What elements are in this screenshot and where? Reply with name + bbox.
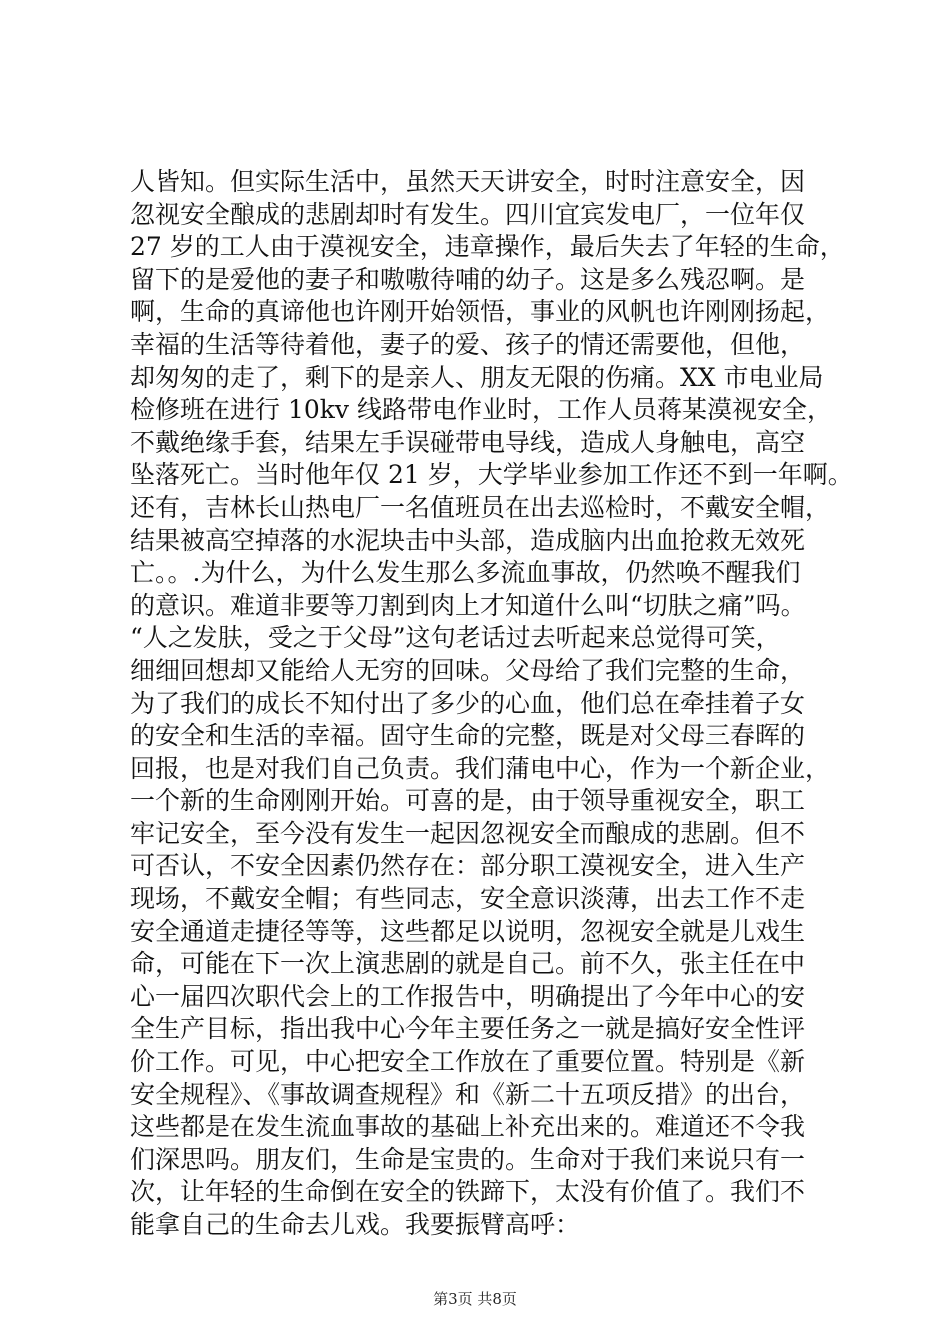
body-text [130,166,853,1242]
text-line: 能拿自己的生命去儿戏。我要振臂高呼： [130,1210,581,1239]
text-line: 们深思吗。朋友们，生命是宝贵的。生命对于我们来说只有一 [130,1144,806,1174]
text-line: 一个新的生命刚刚开始。可喜的是，由于领导重视安全，职工 [130,786,806,816]
text-line: 27 岁的工人由于漠视安全，违章操作，最后失去了年轻的生命， [130,232,845,262]
text-line: 次，让年轻的生命倒在安全的铁蹄下，太没有价值了。我们不 [130,1177,806,1207]
text-line: 全生产目标，指出我中心今年主要任务之一就是搞好安全性评 [130,1014,806,1044]
text-line: 的安全和生活的幸福。固守生命的完整，既是对父母三春晖的 [130,721,806,751]
text-line: 的意识。难道非要等刀割到肉上才知道什么叫“切肤之痛”吗。 [130,590,806,620]
text-line: 亡。。.为什么，为什么发生那么多流血事故，仍然唤不醒我们 [130,558,801,588]
text-line: 回报，也是对我们自己负责。我们蒲电中心，作为一个新企业， [130,753,831,783]
text-line: 坠落死亡。当时他年仅 21 岁，大学毕业参加工作还不到一年啊。 [130,460,853,490]
text-line: 幸福的生活等待着他，妻子的爱、孩子的情还需要他，但他， [130,329,806,359]
text-line: 牢记安全，至今没有发生一起因忽视安全而酿成的悲剧。但不 [130,818,806,848]
text-line: 这些都是在发生流血事故的基础上补充出来的。难道还不令我 [130,1112,806,1142]
text-line: “人之发肤，受之于父母”这句老话过去听起来总觉得可笑， [130,623,781,653]
text-line: 啊，生命的真谛他也许刚开始领悟，事业的风帆也许刚刚扬起， [130,297,831,327]
text-line: 为了我们的成长不知付出了多少的心血，他们总在牵挂着子女 [130,688,806,718]
page-number-footer: 第3页 共8页 [433,1290,517,1308]
text-line: 命，可能在下一次上演悲剧的就是自己。前不久，张主任在中 [130,949,806,979]
text-line: 安全规程》、《事故调查规程》和《新二十五项反措》的出台， [130,1079,806,1109]
text-line: 价工作。可见，中心把安全工作放在了重要位置。特别是《新 [130,1047,806,1077]
text-line: 安全通道走捷径等等，这些都足以说明，忽视安全就是儿戏生 [130,916,806,946]
text-line: 却匆匆的走了，剩下的是亲人、朋友无限的伤痛。XX 市电业局 [130,362,824,392]
text-line: 可否认，不安全因素仍然存在：部分职工漠视安全，进入生产 [130,851,806,881]
text-line: 细细回想却又能给人无穷的回味。父母给了我们完整的生命， [130,655,806,685]
text-line: 人皆知。但实际生活中，虽然天天讲安全，时时注意安全，因 [130,167,806,196]
text-line: 结果被高空掉落的水泥块击中头部，造成脑内出血抢救无效死 [130,525,806,555]
text-line: 现场，不戴安全帽；有些同志，安全意识淡薄，出去工作不走 [130,884,806,914]
text-line: 不戴绝缘手套，结果左手误碰带电导线，造成人身触电，高空 [130,427,806,457]
text-line: 留下的是爱他的妻子和嗷嗷待哺的幼子。这是多么残忍啊。是 [130,264,806,294]
text-line: 还有，吉林长山热电厂一名值班员在出去巡检时，不戴安全帽， [130,492,831,522]
text-line: 心一届四次职代会上的工作报告中，明确提出了今年中心的安 [130,981,806,1011]
text-line: 检修班在进行 10kv 线路带电作业时，工作人员蒋某漠视安全， [130,395,832,425]
text-line: 忽视安全酿成的悲剧却时有发生。四川宜宾发电厂，一位年仅 [130,199,806,229]
